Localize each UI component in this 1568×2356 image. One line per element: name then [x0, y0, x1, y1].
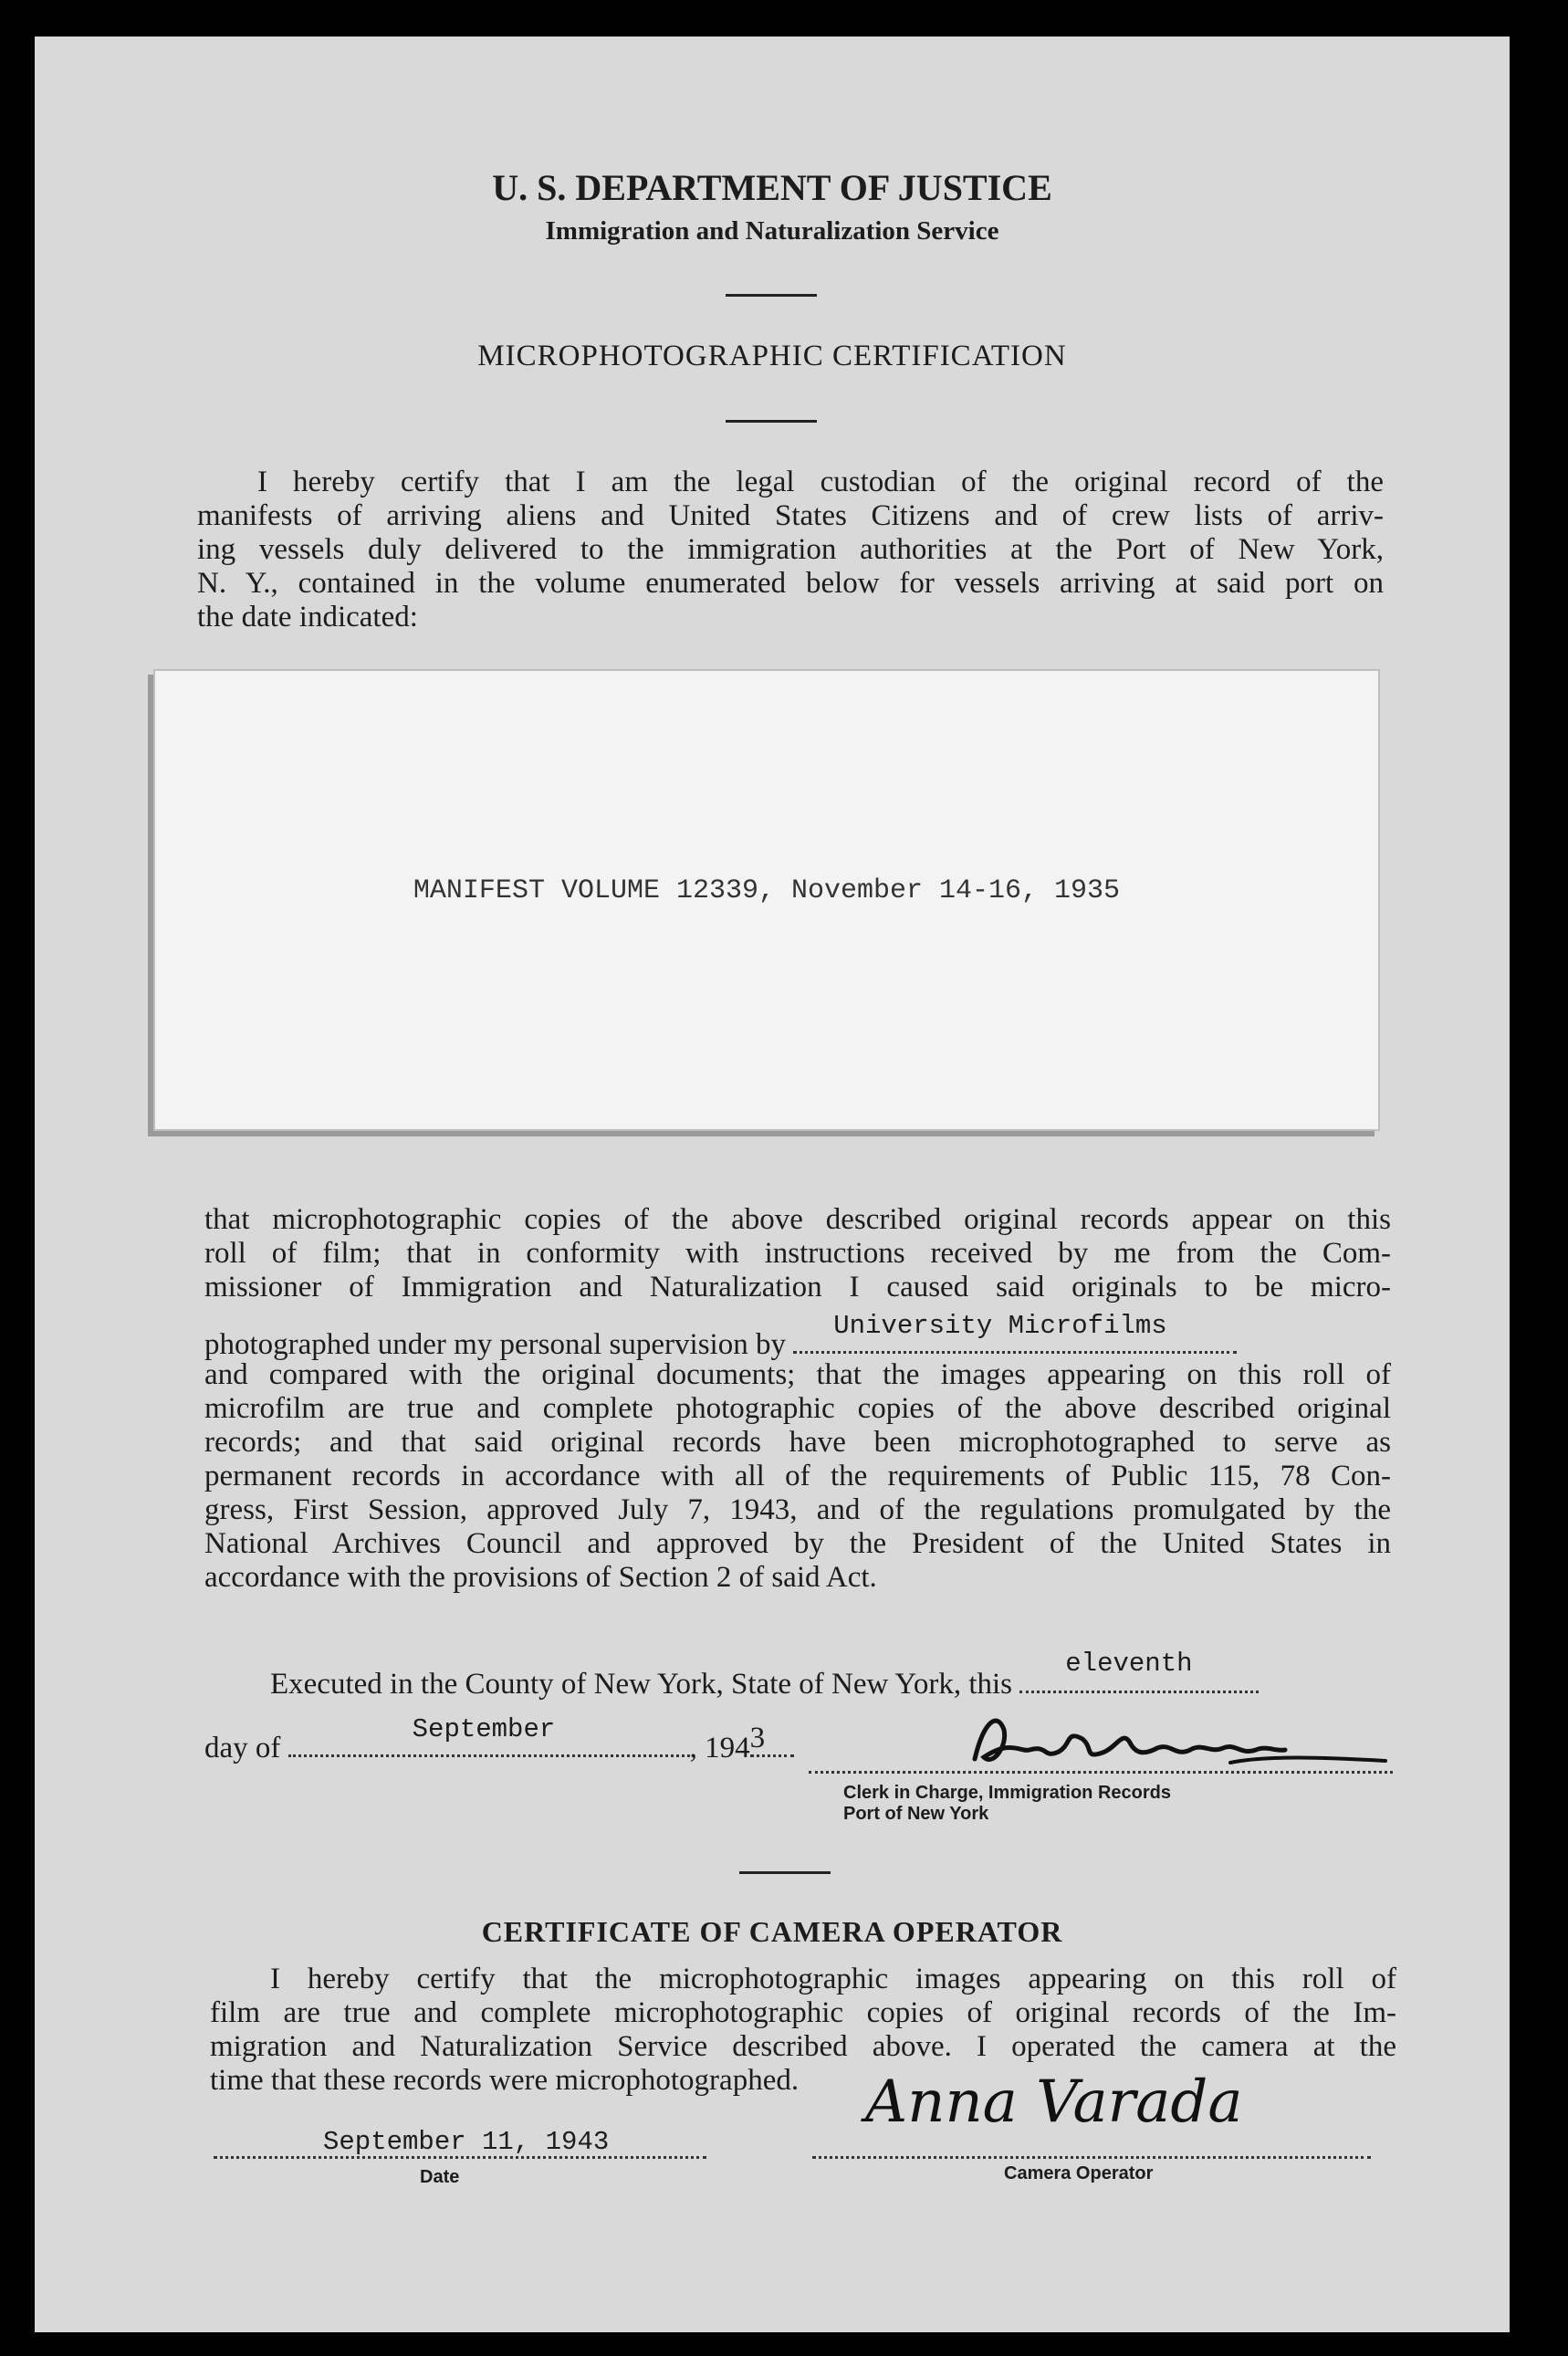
intro-paragraph — [197, 466, 1384, 634]
day-of-label: day of — [204, 1732, 281, 1764]
camera-line: film are true and complete microphotographic copies of original records of the Im- — [210, 1996, 1396, 2029]
executed-day-value: eleventh — [1065, 1649, 1193, 1679]
executed-prefix: Executed in the County of New York, State of New York, this — [270, 1668, 1013, 1701]
operator-signature: Anna Varada — [865, 2068, 1243, 2136]
camera-line: I hereby certify that the microphotographic images appearing on this roll of — [270, 1963, 1396, 1995]
intro-line: N. Y., contained in the volume enumerated below for vessels arriving at said port on — [197, 567, 1384, 600]
intro-line: the date indicated: — [197, 601, 418, 634]
camera-line: migration and Naturalization Service described above. I operated the camera at the — [210, 2030, 1396, 2063]
divider — [726, 294, 817, 297]
intro-line: ing vessels duly delivered to the immigration authorities at the Port of New York, — [197, 533, 1384, 566]
clerk-title: Clerk in Charge, Immigration Records — [843, 1783, 1171, 1803]
year-blank — [749, 1722, 794, 1757]
certificate-page — [35, 37, 1510, 2332]
year-digit: 3 — [749, 1722, 766, 1754]
body-line: permanent records in accordance with all of the requirements of Public 115, 78 Con- — [204, 1460, 1391, 1492]
body-line: gress, First Session, approved July 7, 1943, and of the regulations promulgated by the — [204, 1493, 1391, 1526]
supervision-value: University Microfilms — [833, 1311, 1167, 1341]
intro-line: I hereby certify that I am the legal custodian of the original record of the — [257, 466, 1384, 498]
body-line: and compared with the original documents; that the images appearing on this roll of — [204, 1358, 1391, 1391]
body-paragraph-continued — [204, 1358, 1391, 1595]
body-line: roll of film; that in conformity with instructions received by me from the Com- — [204, 1237, 1391, 1270]
body-line: microfilm are true and complete photographic copies of the above described original — [204, 1392, 1391, 1425]
body-line: National Archives Council and approved by the President of the United States in — [204, 1527, 1391, 1560]
body-paragraph — [204, 1203, 1391, 1304]
date-caption: Date — [420, 2167, 460, 2187]
executed-day-blank — [1019, 1649, 1259, 1693]
day-of-line — [204, 1714, 794, 1765]
body-line: accordance with the provisions of Section 2 of said Act. — [204, 1561, 877, 1594]
supervision-line — [204, 1311, 1391, 1362]
agency-title: U. S. DEPARTMENT OF JUSTICE — [492, 167, 1052, 208]
clerk-port: Port of New York — [843, 1804, 989, 1824]
year-prefix: , 194 — [689, 1732, 750, 1764]
month-value: September — [412, 1714, 556, 1744]
month-blank — [288, 1714, 690, 1757]
certification-title: MICROPHOTOGRAPHIC CERTIFICATION — [477, 340, 1067, 372]
divider — [739, 1871, 831, 1874]
clerk-caption — [843, 1783, 1171, 1825]
volume-card-text: MANIFEST VOLUME 12339, November 14-16, 1935 — [413, 875, 1121, 906]
intro-line: manifests of arriving aliens and United States Citizens and of crew lists of arriv- — [197, 499, 1384, 532]
divider — [726, 420, 817, 423]
supervision-prefix: photographed under my personal supervision by — [204, 1328, 786, 1361]
operator-signature-line — [812, 2156, 1371, 2159]
supervision-blank — [793, 1311, 1237, 1354]
body-line: that microphotographic copies of the above described original records appear on this — [204, 1203, 1391, 1236]
camera-line: time that these records were microphotographed. — [210, 2064, 800, 2097]
camera-certificate-title: CERTIFICATE OF CAMERA OPERATOR — [481, 1915, 1063, 1948]
body-line: missioner of Immigration and Naturalization I caused said originals to be micro- — [204, 1271, 1391, 1304]
service-subtitle: Immigration and Naturalization Service — [545, 216, 999, 246]
volume-card — [153, 669, 1380, 1131]
operator-caption: Camera Operator — [1004, 2163, 1154, 2183]
body-line: records; and that said original records have been microphotographed to serve as — [204, 1426, 1391, 1459]
clerk-signature — [956, 1702, 1395, 1785]
executed-line — [270, 1649, 1259, 1702]
date-value: September 11, 1943 — [323, 2127, 610, 2157]
